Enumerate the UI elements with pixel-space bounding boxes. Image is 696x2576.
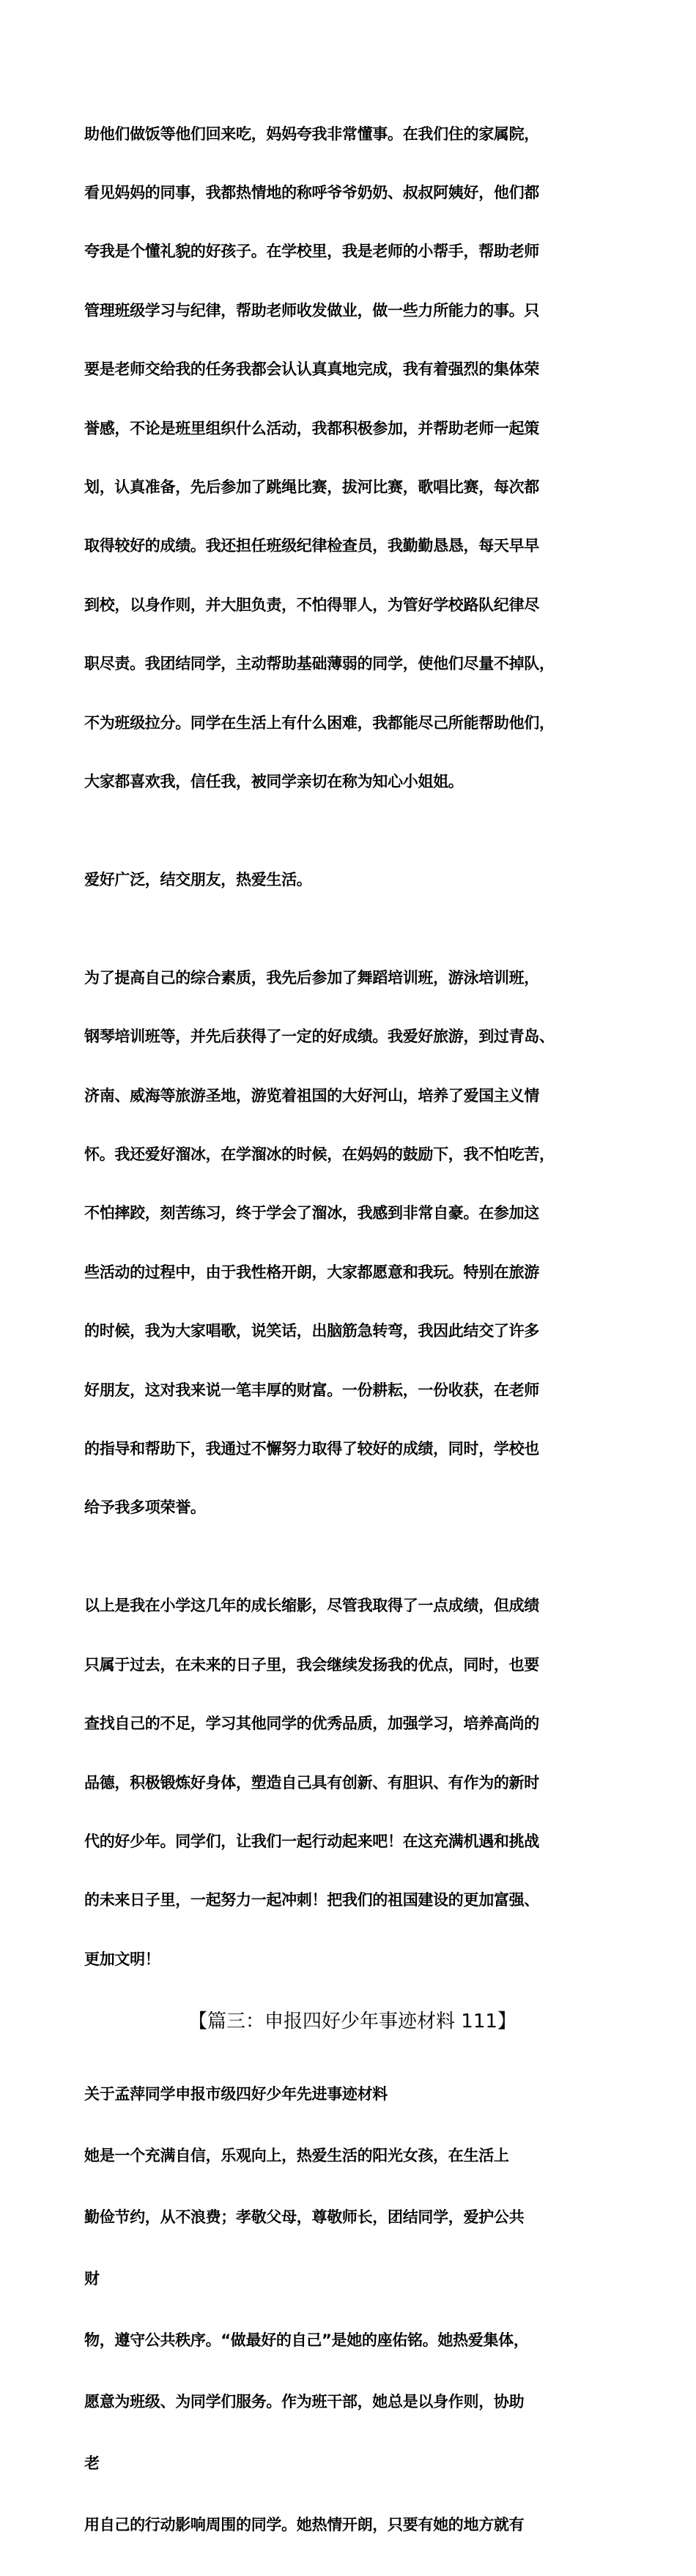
section-three <box>84 2043 621 2576</box>
text-line: 职尽责。我团结同学，主动帮助基础薄弱的同学，使他们尽量不掉队， <box>84 655 555 673</box>
text-line: 钢琴培训班等，并先后获得了一定的好成绩。我爱好旅游，到过青岛、 <box>84 1028 555 1046</box>
text-line: 取得较好的成绩。我还担任班级纪律检查员，我勤勤恳恳，每天早早 <box>84 537 539 555</box>
text-line: 不为班级拉分。同学在生活上有什么困难，我都能尽己所能帮助他们， <box>84 713 555 732</box>
text-line: 的未来日子里，一起努力一起冲刺！把我们的祖国建设的更加富强、 <box>84 1891 539 1909</box>
text-line: 爱好广泛，结交朋友，热爱生活。 <box>84 870 312 888</box>
text-line: 不怕摔跤，刻苦练习，终于学会了溜冰，我感到非常自豪。在参加这 <box>84 1204 539 1222</box>
text-line: 为了提高自己的综合素质，我先后参加了舞蹈培训班，游泳培训班， <box>84 968 539 987</box>
text-line: 勤俭节约，从不浪费；孝敬父母，尊敬师长，团结同学，爱护公共 <box>84 2208 525 2227</box>
section-heading: 【篇三：申报四好少年事迹材料 111】 <box>188 2011 517 2033</box>
continuation-paragraph <box>84 85 621 831</box>
text-line: 划，认真准备，先后参加了跳绳比赛，拔河比赛，歌唱比赛，每次都 <box>84 478 539 496</box>
text-line: 关于孟萍同学申报市级四好少年先进事迹材料 <box>84 2085 388 2104</box>
text-line: 用自己的行动影响周围的同学。她热情开朗，只要有她的地方就有 <box>84 2516 525 2534</box>
text-line: 怀。我还爱好溜冰，在学溜冰的时候，在妈妈的鼓励下，我不怕吃苦， <box>84 1146 555 1164</box>
text-line: 管理班级学习与纪律，帮助老师收发做业，做一些力所能力的事。只 <box>84 301 539 319</box>
text-line: 代的好少年。同学们，让我们一起行动起来吧！在这充满机遇和挑战 <box>84 1832 539 1850</box>
text-line: 要是老师交给我的任务我都会认认真真地完成，我有着强烈的集体荣 <box>84 360 539 379</box>
text-line: 以上是我在小学这几年的成长缩影，尽管我取得了一点成绩，但成绩 <box>84 1597 539 1615</box>
text-line: 她是一个充满自信，乐观向上，热爱生活的阳光女孩，在生活上 <box>84 2147 509 2165</box>
text-line: 老 <box>84 2454 100 2473</box>
text-line: 夸我是个懂礼貌的好孩子。在学校里，我是老师的小帮手，帮助老师 <box>84 242 539 261</box>
text-line: 的时候，我为大家唱歌，说笑话，出脑筋急转弯，我因此结交了许多 <box>84 1322 539 1340</box>
hobby-heading <box>84 831 621 929</box>
text-line: 只属于过去，在未来的日子里，我会继续发扬我的优点，同时，也要 <box>84 1655 539 1674</box>
text-line: 济南、威海等旅游圣地，游览着祖国的大好河山，培养了爱国主义情 <box>84 1086 539 1105</box>
summary-paragraph <box>84 1557 621 2008</box>
text-line: 到校，以身作则，并大胆负责，不怕得罪人，为管好学校路队纪律尽 <box>84 595 539 614</box>
text-line: 看见妈妈的同事，我都热情地的称呼爷爷奶奶、叔叔阿姨好，他们都 <box>84 183 539 201</box>
text-line: 给予我多项荣誉。 <box>84 1499 206 1517</box>
text-line: 物，遵守公共秩序。“做最好的自己”是她的座佑铭。她热爱集体， <box>84 2331 529 2350</box>
section-three-paragraph <box>84 2043 621 2576</box>
text-line: 誉感，不论是班里组织什么活动，我都积极参加，并帮助老师一起策 <box>84 419 539 437</box>
text-line: 愿意为班级、为同学们服务。作为班干部，她总是以身作则，协助 <box>84 2393 525 2411</box>
text-line: 查找自己的不足，学习其他同学的优秀品质，加强学习，培养高尚的 <box>84 1715 539 1733</box>
text-line: 更加文明！ <box>84 1950 160 1968</box>
text-line: 财 <box>84 2270 100 2288</box>
text-line: 的指导和帮助下，我通过不懈努力取得了较好的成绩，同时，学校也 <box>84 1439 539 1458</box>
text-line: 助他们做饭等他们回来吃，妈妈夸我非常懂事。在我们住的家属院， <box>84 125 539 143</box>
text-line: 品德，积极锻炼好身体，塑造自己具有创新、有胆识、有作为的新时 <box>84 1773 539 1792</box>
document-page <box>84 85 621 2576</box>
hobby-paragraph <box>84 929 621 1557</box>
text-line: 大家都喜欢我，信任我，被同学亲切在称为知心小姐姐。 <box>84 772 464 790</box>
text-line: 些活动的过程中，由于我性格开朗，大家都愿意和我玩。特别在旅游 <box>84 1263 539 1281</box>
text-line: 好朋友，这对我来说一笔丰厚的财富。一份耕耘，一份收获，在老师 <box>84 1381 539 1399</box>
